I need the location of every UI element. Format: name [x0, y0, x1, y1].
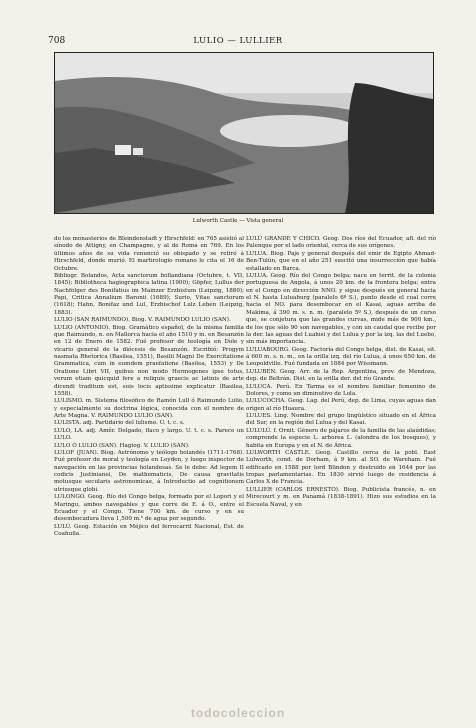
entry-paragraph: LULONGO. Geog. Río del Congo belga, formado por el Lopori y el Maringu, ambos navegables y que corre de E. á O., entre el Ecuador y el Congo. Tiene 700 km. de curso y en su desembocadura lleva 1,500 m.³ de agua por segundo.: [54, 494, 244, 523]
entry-paragraph: LULUCOCHA. Geog. Lag. del Perú, dep. de Lima, cuyas aguas dan origen al río Huaura.: [246, 398, 436, 412]
entry-paragraph: LULUBEN. Geog. Arr. de la Rep. Argentina, prov. de Mendoza, dep. de Beltrán. Dist. en la orilla der. del río Grande.: [246, 368, 436, 383]
right-column: [246, 236, 436, 509]
left-column: [54, 236, 244, 538]
entry-paragraph: LULUABOURG. Geog. Factoría del Congo belga, dist. de Kasai, sit. á 600 m. s. n. m., en la orilla izq. del río Lulua, á unos 650 km. de Leopoldville. Fué fundada en 1884 por Wissmann.: [246, 346, 436, 368]
entry-paragraph: LULLIER (CARLOS ERNESTO). Biog. Publicista francés, n. en Mirecourt y m. en Panamá (1838-1891). Hizo sus estudios en la Escuela Naval, y en: [246, 486, 436, 508]
entry-paragraph: LULOF (JUAN). Biog. Astrónomo y teólogo holandés (1711-1768). Fué profesor de moral y teología en Leyden, y luego inspector de navegación en las provincias holandesas. Se le debe: Ad legem II codicis Justinianei, De mathematicis, De causa gravitatis motusque secularis astronomicae, á Introductio ad cognitionem utriusque globi.: [54, 449, 244, 493]
entry-paragraph: LULÚ. Geog. Estación en Méjico del ferrocarril Nacional, Est. de Coahuila.: [54, 523, 244, 537]
watermark: todocoleccion: [190, 706, 286, 720]
entry-paragraph: LULIO (SAN RAIMUNDO). Biog. V. RAIMUNDO LULIO (SAN).: [54, 317, 231, 324]
lulworth-castle-photo: [54, 52, 434, 214]
figure-caption: Lulworth Castle — Vista general: [192, 218, 284, 224]
entry-paragraph: do los monasterios de Bleindenstadt y Hirschfeld: en 765 asistió al sínodo de Attigny, en Champagne, y al de Roma en 769. En los últimos años de su vida renunció su obispado y se retiró á Hirschfeld, donde murió. El martirologio romano le cita el 16 de Octubre.: [54, 236, 244, 272]
entry-paragraph: LULUES. Ling. Nombre del grupo lingüístico situado en el África del Sur, en la región del Lulua y del Kasai.: [246, 413, 436, 427]
entry-paragraph: LULO Ó LULIO (SAN). Hagiog. V. LULIO (SAN).: [54, 442, 190, 449]
landscape-illustration: [55, 53, 433, 213]
entry-paragraph: LULO, LA. adj. Amér. Delgado, flaco y largo. U. t. c. s. Parece un LULO.: [54, 427, 244, 442]
entry-paragraph: LULIO (ANTONIO). Biog. Gramático español, de la misma familia que Raimundo, n. en Mallorca hacia el año 1510 y m. en Besanzón en 12 de Enero de 1582. Fué profesor de teología en Dole y vicario general de la diócesis de Besanzón. Escribió: Progym nasmata Rhetorica (Basilea, 1551), Basilii Magni De Exercitatione Grammatica, cum in eumdem praefatione (Basilea, 1553) y De Oratione Libri VII, quibus non modo Hermogenes ipse totus, verum etiam quicquid fere a reliquis graecis ac latinis de arte dicendi traditum est, suis locis aptissime explicatur (Basilea, 1558).: [54, 324, 244, 397]
entry-paragraph: LULUA. Biog. Paje y general después del emir de Egipto Ahmad-Ben-Tulún, que en el año 251 suscitó una insurrección que había estallado en Barca.: [246, 250, 436, 272]
entry-paragraph: LULWORTH CASTLE. Geog. Castillo cerca de la pobl. East Lulworth, cond. de Dorham, á 9 km. al SO. de Wareham. Fué edificado en 1588 por lord Blindon y destruido en 1644 por las tropas parlamentarias. En 1830 sirvió luego de residencia á Carlos X de Francia.: [246, 449, 436, 486]
page-number: 708: [48, 36, 66, 46]
entry-paragraph: Bibliogr. Bolandos, Acta sanctorum bollandiana (Octubre, t. VII, 1845); Bibliotheca hagiographica latina (1900); Göpfer, Lullus der Nachfolger des Bonifatius im Mainzer Erzbistum (Leipzig, 1880); Papi, Critica Annalium Baronii (1689); Surio, Vitae sanctorum (1618); Hahn, Bonifaz und Lul, Erzbischof Lulz Leben (Leipzig, 1883).: [54, 272, 244, 316]
entry-paragraph: LULULÚ. f. Ornit. Género de pájaros de la familia de las alaúdidas; comprende la especie L. arborea L. (alondra de los bosques), y habita en Europa y en el N. de África.: [246, 427, 436, 449]
entry-paragraph: LULISMO. m. Sistema filosófico de Ramón Lull ó Raimundo Lulio, y especialmente su doctrina lógica, conocida con el nombre de Arte Magna. V. RAIMUNDO LULIO (SAN).: [54, 398, 244, 419]
running-head: LULIO — LULLIER: [193, 36, 283, 46]
entry-paragraph: LULISTA. adj. Partidario del lulismo. U. t. c. s.: [54, 420, 185, 427]
entry-paragraph: LULUCA. Perú. En Tarma es el nombre familiar femenino de Dolores, y como un diminutivo de Lola.: [246, 383, 436, 397]
entry-paragraph: LULÚ GRANDE Y CHICO. Geog. Dos ríos del Ecuador, afl. del río Palenque por el lado oriental, cerca de sus orígenes.: [246, 236, 436, 250]
entry-paragraph: LULUA. Geog. Río del Congo belga; nace en territ. de la colonia portuguesa de Angola, á unos 20 km. de la frontera belga; entra en el Congo en dirección NNO. y sigue después en general hacia el N. hasta Luluaburg (paralelo 6º S.), punto desde el cual corre hacia el NO. para desembocar en el Kasai, aguas arriba de Makima, á 390 m. s. n. m. (paralelo 5º S.), después de un curso que, se conjetura que las grandes curvas, mide más de 900 km., de los que sólo 90 son navegables, y con un caudal que recibe por la der. las aguas del Luahisi y del Lulua y por la izq. las del Luebo, sin más importancia.: [246, 272, 436, 346]
